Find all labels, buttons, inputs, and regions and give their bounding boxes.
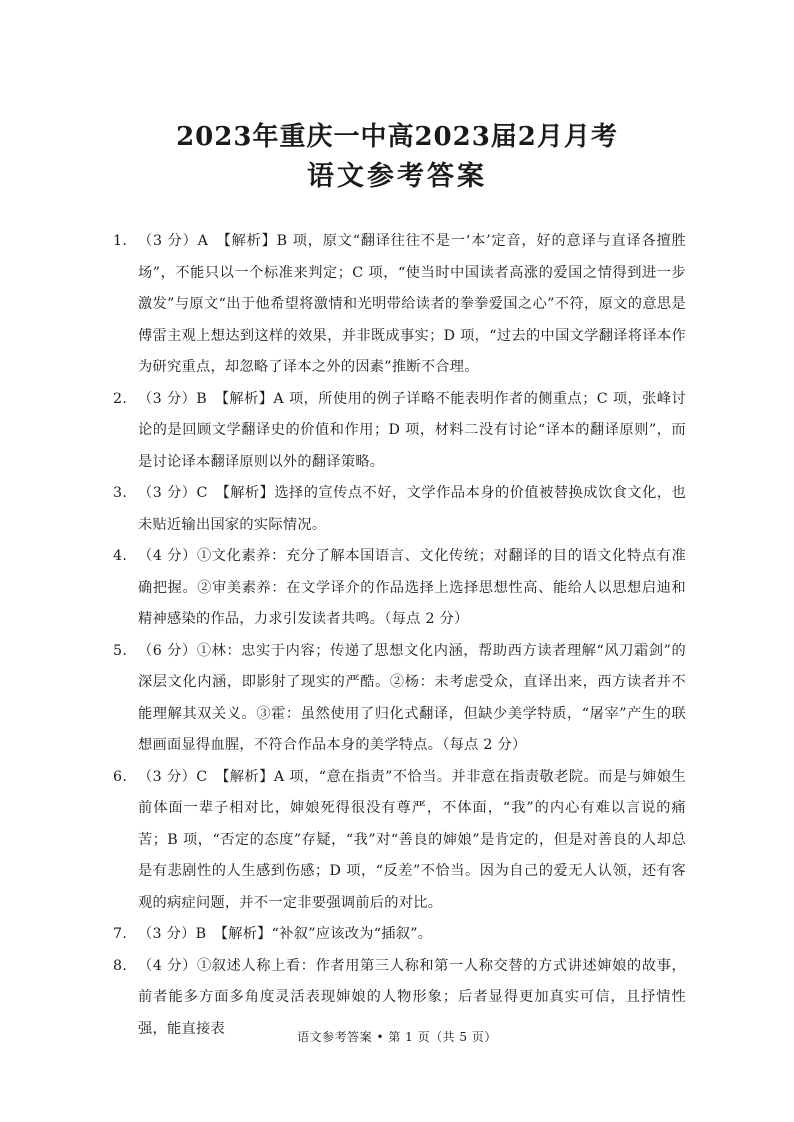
answer-text: （4 分）①叙述人称上看：作者用第三人称和第一人称交替的方式讲述婶娘的故事，前者能多方面多角度灵活表现婶娘的人物形象；后者显得更加真实可信，且抒情性强，能直接表 (138, 957, 686, 1037)
answer-number: 2. (113, 390, 128, 407)
document-subtitle: 语文参考答案 (307, 161, 487, 192)
answer-number: 3. (113, 485, 128, 501)
answer-number: 8. (113, 957, 128, 974)
answer-text: （3 分）C 【解析】选择的宣传点不好，文学作品本身的价值被替换成饮食文化，也未贴近输出国家的实际情况。 (138, 485, 686, 533)
answer-list (113, 226, 686, 1045)
answer-text: （4 分）①文化素养：充分了解本国语言、文化传统；对翻译的目的语文化特点有准确把握。②审美素养：在文学译介的作品选择上选择思想性高、能给人以思想启迪和精神感染的作品，力求引发读者共鸣。（每点 2 分） (138, 548, 686, 627)
answer-item-5 (113, 636, 686, 762)
answer-item-2 (113, 384, 686, 479)
answer-number: 1. (113, 233, 128, 249)
answer-item-1 (113, 226, 686, 384)
answer-number: 4. (113, 548, 128, 564)
answer-item-3 (113, 478, 686, 541)
answer-number: 6. (113, 768, 128, 785)
answer-text: （3 分）B 【解析】“补叙”应该改为“插叙”。 (138, 926, 433, 942)
answer-item-4 (113, 541, 686, 636)
answer-item-7 (113, 919, 686, 951)
answer-text: （3 分）C 【解析】A 项，“意在指责”不恰当。并非意在指责敬老院。而是与婶娘生前体面一辈子相对比，婶娘死得很没有尊严，不体面，“我”的内心有难以言说的痛苦；B 项，“否定的态度”存疑，“我”对“善良的婶娘”是肯定的，但是对善良的人却总是有悲剧性的人生感到伤感；D 项，“反差”不恰当。因为自己的爱无人认领，还有客观的病症问题，并不一定非要强调前后的对比。 (138, 768, 686, 911)
page-footer: 语文参考答案 • 第 1 页（共 5 页） (297, 1030, 497, 1044)
answer-number: 5. (113, 642, 128, 659)
answer-text: （3 分）A 【解析】B 项，原文“翻译往往不是一‘本’定音，好的意译与直译各擅胜场”，不能只以一个标准来判定；C 项，“使当时中国读者高涨的爱国之情得到进一步激发”与原文“出于他希望将激情和光明带给读者的拳拳爱国之心”不符，原文的意思是傅雷主观上想达到这样的效果，并非既成事实；D 项，“过去的中国文学翻译将译本作为研究重点，却忽略了译本之外的因素”推断不合理。 (138, 233, 686, 375)
answer-number: 7. (113, 926, 128, 942)
answer-text: （6 分）①林：忠实于内容；传递了思想文化内涵，帮助西方读者理解“风刀霜剑”的深层文化内涵，即影射了现实的严酷。②杨：未考虑受众，直译出来，西方读者并不能理解其双关义。③霍：虽然使用了归化式翻译，但缺少美学特质，“屠宰”产生的联想画面显得血腥，不符合作品本身的美学特点。（每点 2 分） (138, 642, 686, 753)
document-title: 2023年重庆一中高2023届2月月考 (176, 122, 618, 152)
answer-text: （3 分）B 【解析】A 项，所使用的例子详略不能表明作者的侧重点；C 项，张峰讨论的是回顾文学翻译史的价值和作用；D 项，材料二没有讨论“译本的翻译原则”，而是讨论译本翻译原则以外的翻译策略。 (138, 390, 686, 470)
answer-item-6 (113, 762, 686, 920)
